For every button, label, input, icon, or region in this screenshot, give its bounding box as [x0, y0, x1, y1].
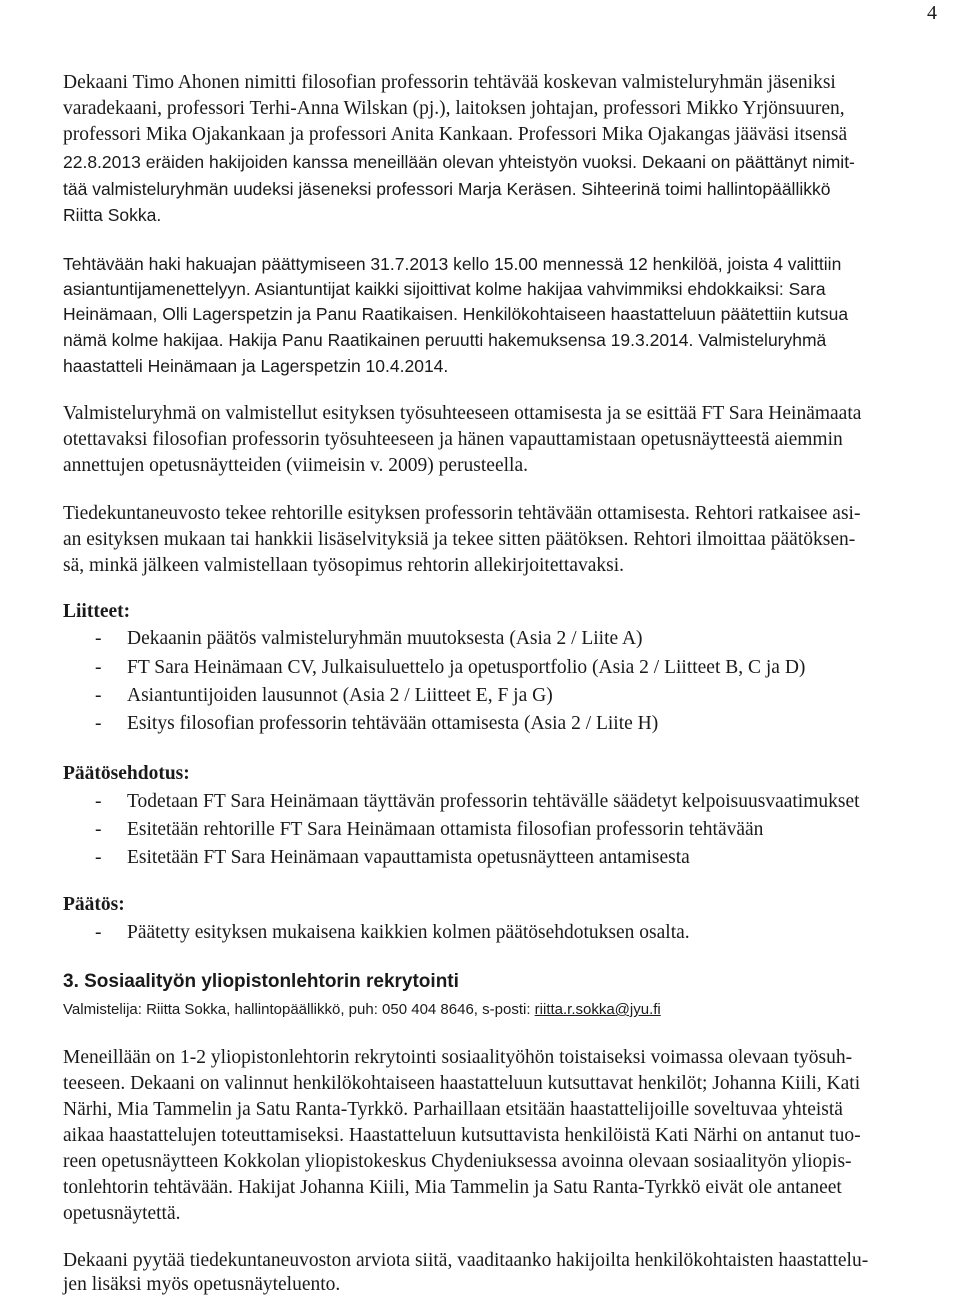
paragraph-3-line-2: otettavaksi filosofian professorin työsuhteeseen ja hänen vapauttamistaan opetusnäytteestä aiemmin — [63, 429, 843, 450]
attachment-item-1: Dekaanin päätös valmisteluryhmän muutoksesta (Asia 2 / Liite A) — [127, 628, 643, 649]
attachments-heading: Liitteet: — [63, 601, 131, 622]
paragraph-4-line-2: an esityksen mukaan tai hankkii lisäselvityksiä ja tekee sitten päätöksen. Rehtori ilmoittaa päätöksen- — [63, 529, 856, 550]
paragraph-1-line-1: Dekaani Timo Ahonen nimitti filosofian professorin tehtävää koskevan valmisteluryhmän jäseniksi — [63, 72, 836, 93]
paragraph-6-line-1: Dekaani pyytää tiedekuntaneuvoston arviota siitä, vaaditaanko hakijoilta henkilökohtaisten haastattelu- — [63, 1250, 869, 1271]
decision-bullet: - — [95, 922, 102, 943]
preparer-text: Valmistelija: Riitta Sokka, hallintopäällikkö, puh: 050 404 8646, s-posti: — [63, 1001, 535, 1018]
proposal-bullet: - — [95, 847, 102, 868]
paragraph-5-line-2: teeseen. Dekaani on valinnut henkilökohtaiseen haastatteluun kutsuttavat henkilöt; Johanna Kiili, Kati — [63, 1073, 861, 1094]
paragraph-5-line-5: reen opetusnäytteen Kokkolan yliopistokeskus Chydeniuksessa avoinna olevaan sosiaalityön yliopis- — [63, 1151, 852, 1172]
proposal-item-1: Todetaan FT Sara Heinämaan täyttävän professorin tehtävälle säädetyt kelpoisuusvaatimukset — [127, 791, 860, 812]
paragraph-2-line-5: haastatteli Heinämaan ja Lagerspetzin 10.4.2014. — [63, 356, 449, 376]
section-3-title: 3. Sosiaalityön yliopistonlehtorin rekrytointi — [63, 971, 459, 992]
section-3-preparer — [63, 998, 661, 1022]
paragraph-1-line-5: tää valmisteluryhmän uudeksi jäseneksi professori Marja Keräsen. Sihteerinä toimi hallintopäällikkö — [63, 179, 831, 199]
proposal-item-2: Esitetään rehtorille FT Sara Heinämaan ottamista filosofian professorin tehtävään — [127, 819, 764, 840]
attachment-item-4: Esitys filosofian professorin tehtävään ottamisesta (Asia 2 / Liite H) — [127, 713, 659, 734]
attachment-bullet: - — [95, 713, 102, 734]
paragraph-5-line-7: opetusnäytettä. — [63, 1203, 181, 1224]
page-number: 4 — [927, 2, 937, 24]
proposal-bullet: - — [95, 791, 102, 812]
proposal-bullet: - — [95, 819, 102, 840]
paragraph-5-line-1: Meneillään on 1-2 yliopistonlehtorin rekrytointi sosiaalityöhön toistaiseksi voimassa olevaan työsuh- — [63, 1047, 853, 1068]
proposal-item-3: Esitetään FT Sara Heinämaan vapauttamista opetusnäytteen antamisesta — [127, 847, 690, 868]
paragraph-2-line-4: nämä kolme hakijaa. Hakija Panu Raatikainen peruutti hakemuksensa 19.3.2014. Valmisteluryhmä — [63, 330, 827, 350]
paragraph-1-line-6: Riitta Sokka. — [63, 205, 162, 225]
paragraph-5-line-3: Närhi, Mia Tammelin ja Satu Ranta-Tyrkkö. Parhaillaan etsitään haastattelijoille soveltuvaa yhteistä — [63, 1099, 843, 1120]
paragraph-5-line-4: aikaa haastattelujen toteuttamiseksi. Haastatteluun kutsuttavista henkilöistä Kati Närhi on antanut tuo- — [63, 1125, 861, 1146]
paragraph-5-line-6: tonlehtorin tehtävään. Hakijat Johanna Kiili, Mia Tammelin ja Satu Ranta-Tyrkkö eivät ole antaneet — [63, 1177, 842, 1198]
preparer-email-link[interactable]: riitta.r.sokka@jyu.fi — [534, 1001, 661, 1018]
attachment-bullet: - — [95, 685, 102, 706]
paragraph-2-line-1: Tehtävään haki hakuajan päättymiseen 31.7.2013 kello 15.00 mennessä 12 henkilöä, joista 4 valittiin — [63, 254, 842, 274]
paragraph-1-line-3: professori Mika Ojakankaan ja professori Anita Kankaan. Professori Mika Ojakangas jääväsi itsensä — [63, 124, 848, 145]
decision-item-1: Päätetty esityksen mukaisena kaikkien kolmen päätösehdotuksen osalta. — [127, 922, 690, 943]
paragraph-6-line-2: jen lisäksi myös opetusnäyteluento. — [63, 1274, 341, 1295]
paragraph-2-line-2: asiantuntijamenettelyyn. Asiantuntijat kaikki sijoittivat kolme hakijaa vahvimmiksi ehdokkaiksi: Sara — [63, 279, 826, 299]
paragraph-4-line-1: Tiedekuntaneuvosto tekee rehtorille esityksen professorin tehtävään ottamisesta. Rehtori ratkaisee asi- — [63, 503, 861, 524]
proposal-heading: Päätösehdotus: — [63, 763, 190, 784]
paragraph-2-line-3: Heinämaan, Olli Lagerspetzin ja Panu Raatikaisen. Henkilökohtaiseen haastatteluun päätettiin kutsua — [63, 304, 849, 324]
attachment-bullet: - — [95, 628, 102, 649]
paragraph-3-line-1: Valmisteluryhmä on valmistellut esityksen työsuhteeseen ottamisesta ja se esittää FT Sara Heinämaata — [63, 403, 862, 424]
attachment-bullet: - — [95, 657, 102, 678]
attachment-item-3: Asiantuntijoiden lausunnot (Asia 2 / Liitteet E, F ja G) — [127, 685, 553, 706]
paragraph-1-line-4: 22.8.2013 eräiden hakijoiden kanssa meneillään olevan yhteistyön vuoksi. Dekaani on päättänyt nimit- — [63, 152, 855, 172]
decision-heading: Päätös: — [63, 894, 125, 915]
paragraph-3-line-3: annettujen opetusnäytteiden (viimeisin v. 2009) perusteella. — [63, 455, 528, 476]
paragraph-1-line-2: varadekaani, professori Terhi-Anna Wilskan (pj.), laitoksen johtajan, professori Mikko Yrjönsuuren, — [63, 98, 845, 119]
paragraph-4-line-3: sä, minkä jälkeen valmistellaan työsopimus rehtorin allekirjoitettavaksi. — [63, 555, 625, 576]
attachment-item-2: FT Sara Heinämaan CV, Julkaisuluettelo ja opetusportfolio (Asia 2 / Liitteet B, C ja D) — [127, 657, 806, 678]
